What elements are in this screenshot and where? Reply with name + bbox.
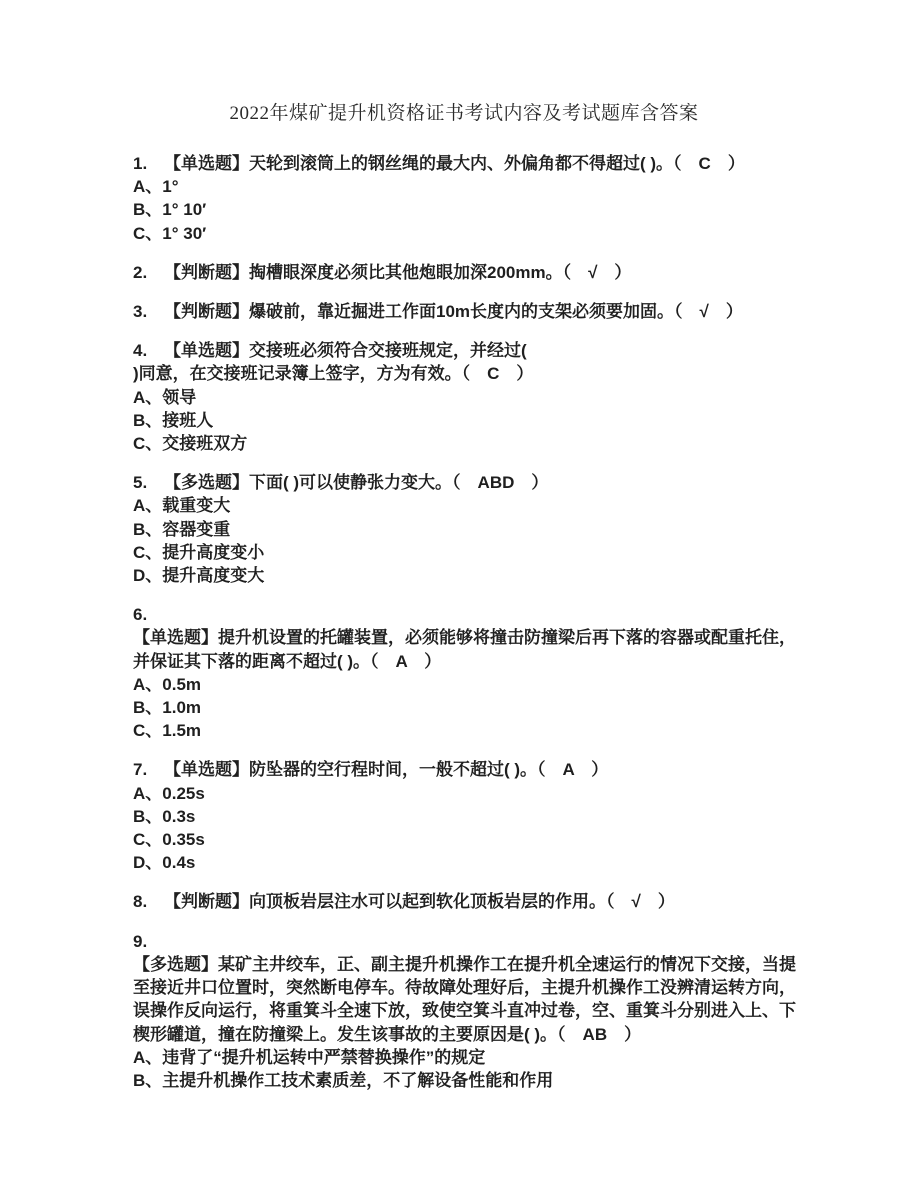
question-number: 2. (133, 262, 148, 282)
question-text-continuation: 并保证其下落的距离不超过( )。（ A ） (133, 651, 442, 671)
question-text: 【判断题】向顶板岩层注水可以起到软化顶板岩层的作用。（ √ ） (164, 892, 675, 912)
option-line: C、1.5m (133, 721, 202, 741)
option-line: A、0.5m (133, 674, 202, 694)
question-line (133, 261, 795, 284)
option-line: C、交接班双方 (133, 434, 248, 454)
question-line (133, 339, 795, 362)
option-line: A、违背了“提升机运转中严禁替换操作”的规定 (133, 1047, 486, 1067)
question-text: 【单选题】天轮到滚筒上的钢丝绳的最大内、外偏角都不得超过( )。（ C ） (164, 154, 745, 173)
question-number: 1. (133, 154, 148, 173)
question-number: 7. (133, 760, 148, 780)
question-5 (133, 471, 795, 587)
question-1 (133, 152, 795, 245)
question-4 (133, 339, 795, 455)
question-number: 4. (133, 341, 148, 361)
option-line: C、提升高度变小 (133, 542, 265, 562)
question-line (133, 152, 795, 175)
question-6 (133, 603, 795, 742)
question-3 (133, 300, 795, 323)
question-text-continuation: 楔形罐道，撞在防撞梁上。发生该事故的主要原因是( )。（ AB ） (133, 1024, 642, 1044)
question-text: 【判断题】爆破前，靠近掘进工作面10m长度内的支架必须要加固。（ √ ） (164, 302, 743, 322)
option-line: A、载重变大 (133, 496, 231, 516)
page-title: 2022年煤矿提升机资格证书考试内容及考试题库含答案 (229, 103, 699, 124)
question-number: 5. (133, 473, 148, 493)
question-line (133, 890, 795, 913)
question-line (133, 471, 795, 494)
question-text: 【多选题】某矿主井绞车，正、副主提升机操作工在提升机全速运行的情况下交接，当提 (133, 954, 796, 974)
option-line: A、0.25s (133, 783, 205, 803)
question-text: 【判断题】掏槽眼深度必须比其他炮眼加深200mm。（ √ ） (164, 262, 632, 282)
question-text-continuation: 误操作反向运行，将重箕斗全速下放，致使空箕斗直冲过卷，空、重箕斗分别进入上、下 (133, 1001, 796, 1021)
question-line (133, 300, 795, 323)
question-number: 8. (133, 892, 148, 912)
question-number: 3. (133, 302, 148, 322)
option-line: B、容器变重 (133, 519, 231, 539)
question-line (133, 758, 795, 781)
option-line: D、提升高度变大 (133, 566, 265, 586)
question-text: 【单选题】提升机设置的托罐装置，必须能够将撞击防撞梁后再下落的容器或配重托住， (133, 628, 796, 648)
option-line: B、1° 10′ (133, 200, 207, 220)
question-number: 9. (133, 931, 148, 951)
question-text: 【单选题】防坠器的空行程时间，一般不超过( )。（ A ） (164, 760, 609, 780)
option-line: B、接班人 (133, 410, 214, 430)
option-line: A、领导 (133, 387, 197, 407)
question-text: 【单选题】交接班必须符合交接班规定，并经过( (164, 341, 527, 361)
question-2 (133, 261, 795, 284)
option-line: C、0.35s (133, 830, 205, 850)
option-line: B、0.3s (133, 806, 196, 826)
question-7 (133, 758, 795, 874)
option-line: B、主提升机操作工技术素质差，不了解设备性能和作用 (133, 1070, 554, 1090)
question-number: 6. (133, 605, 148, 625)
option-line: D、0.4s (133, 853, 196, 873)
option-line: C、1° 30′ (133, 223, 207, 243)
question-8 (133, 890, 795, 913)
question-9 (133, 930, 795, 1092)
option-line: A、1° (133, 177, 179, 197)
question-text-continuation: 至接近井口位置时，突然断电停车。待故障处理好后，主提升机操作工没辨清运转方向， (133, 978, 796, 998)
option-line: B、1.0m (133, 698, 202, 718)
question-text-continuation: )同意，在交接班记录簿上签字，方为有效。（ C ） (133, 364, 534, 384)
question-text: 【多选题】下面( )可以使静张力变大。（ ABD ） (164, 473, 549, 493)
